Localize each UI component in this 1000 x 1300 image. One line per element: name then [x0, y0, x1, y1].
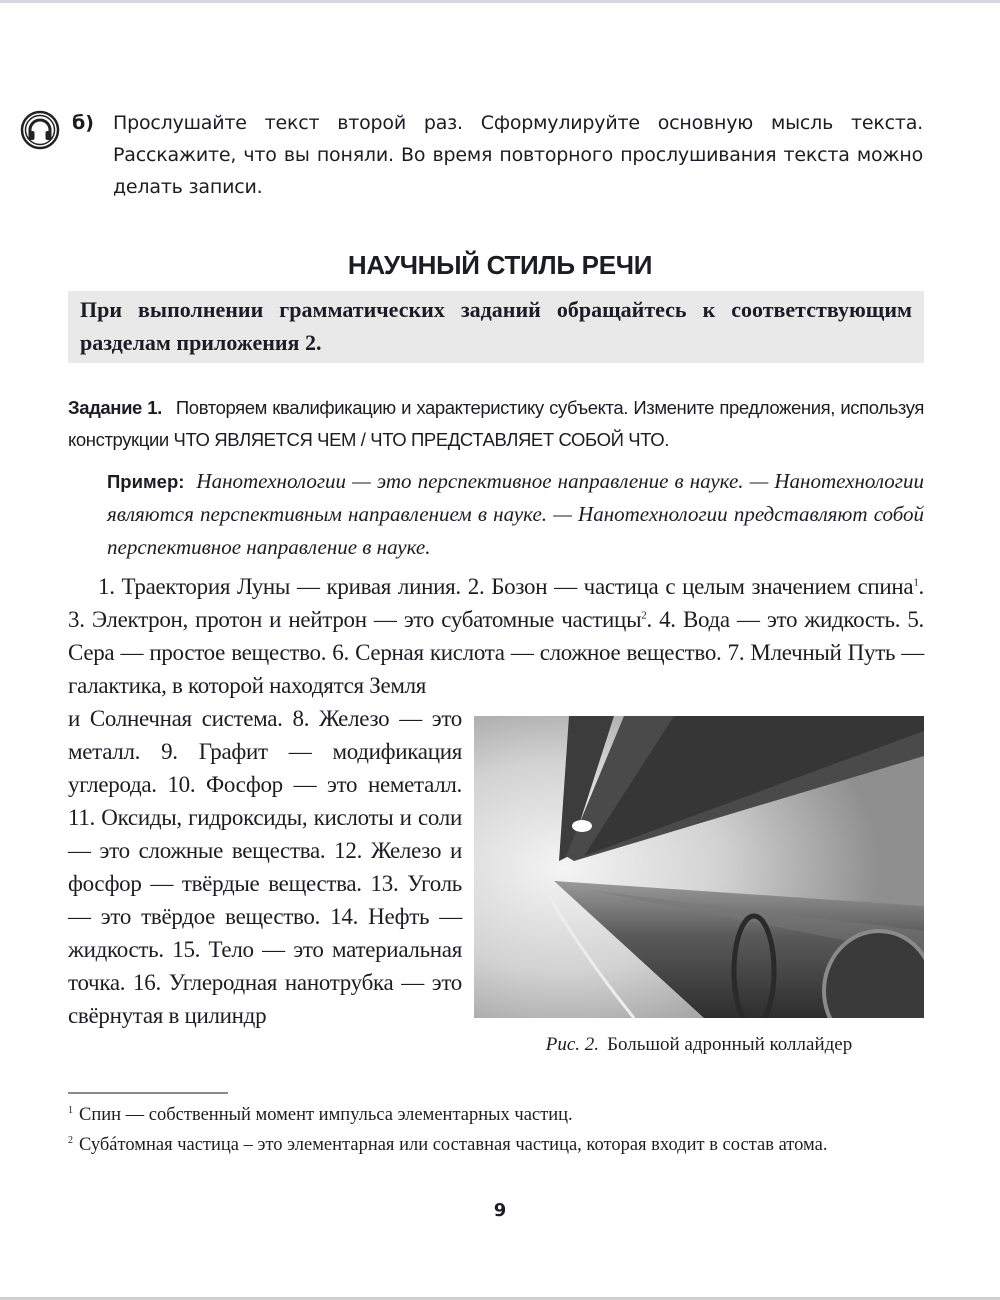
figure-collider-photo — [474, 716, 924, 1018]
footnote-ref-2[interactable]: 2 — [641, 609, 647, 622]
headphones-icon[interactable] — [20, 110, 60, 150]
page-number: 9 — [493, 1200, 507, 1221]
task-1-label: Задание 1. — [68, 397, 162, 418]
task-1-instructions: Повторяем квалификацию и характеристику субъекта. Измените предложения, используя конструкции ЧТО ЯВЛЯЕТСЯ ЧЕМ / ЧТО ПРЕДСТАВЛЯЕТ СОБОЙ ЧТО. — [68, 397, 924, 450]
footnote-mark: 1 — [68, 1104, 73, 1116]
footnote-2 — [68, 1130, 924, 1160]
listening-task-text: Прослушайте текст второй раз. Сформулируйте основную мысль текста. Расскажите, что вы поняли. Во время повторного прослушивания текста можно делать записи. — [113, 112, 923, 198]
figure-caption — [474, 1030, 924, 1060]
footnote-mark: 2 — [68, 1134, 73, 1146]
page-top-border — [0, 0, 1000, 3]
exercise-text-segment: . 3. Электрон, протон и нейтрон — это субатомные частицы — [68, 574, 924, 632]
footnote-text: Спин — собственный момент импульса элементарных частиц. — [79, 1105, 573, 1125]
footnotes — [68, 1100, 924, 1160]
tunnel-light — [572, 820, 592, 832]
exercise-text-wrapped: и Солнечная система. 8. Железо — это металл. 9. Графит — модификация углерода. 10. Фосфор — это неметалл. 11. Оксиды, гидроксиды, кислоты и соли — это сложные вещества. 12. Железо и фосфор — твёрдые вещества. 13. Уголь — это твёрдое вещество. 14. Нефть — жидкость. 15. Тело — это материальная точка. 16. Углеродная нанотрубка — это свёрнутая в цилиндр — [68, 706, 462, 1028]
task-letter: б) — [72, 112, 94, 134]
example-text: Нанотехнологии — это перспективное направление в науке. — Нанотехнологии являются перспективным направлением в науке. — Нанотехнологии представляют собой перспективное направление в науке. — [107, 469, 924, 559]
footnote-1 — [68, 1100, 924, 1130]
grammar-note-box — [68, 291, 924, 363]
example-block — [107, 465, 924, 564]
exercise-text-full-width — [68, 570, 924, 702]
figure-caption-text: Большой адронный коллайдер — [607, 1034, 853, 1055]
task-1 — [68, 392, 924, 456]
footnote-text: Субáтомная частица – это элементарная или составная частица, которая входит в состав атома. — [79, 1135, 828, 1155]
footnote-divider — [68, 1092, 228, 1094]
figure-number: Рис. 2. — [545, 1034, 600, 1055]
example-label: Пример: — [107, 471, 185, 492]
exercise-text-segment: 1. Траектория Луны — кривая линия. 2. Бозон — частица с целым значением спина — [98, 574, 914, 599]
exercise-text-segment: . 4. Вода — это жидкость. 5. Сера — простое вещество. 6. Серная кислота — сложное вещество. 7. Млечный Путь — галактика, в которой находятся Земля — [68, 607, 924, 698]
section-title: НАУЧНЫЙ СТИЛЬ РЕЧИ — [347, 250, 653, 280]
footnote-ref-1[interactable]: 1 — [913, 576, 919, 589]
grammar-note-text: При выполнении грамматических заданий обращайтесь к соответствующим разделам приложения 2. — [80, 297, 912, 355]
